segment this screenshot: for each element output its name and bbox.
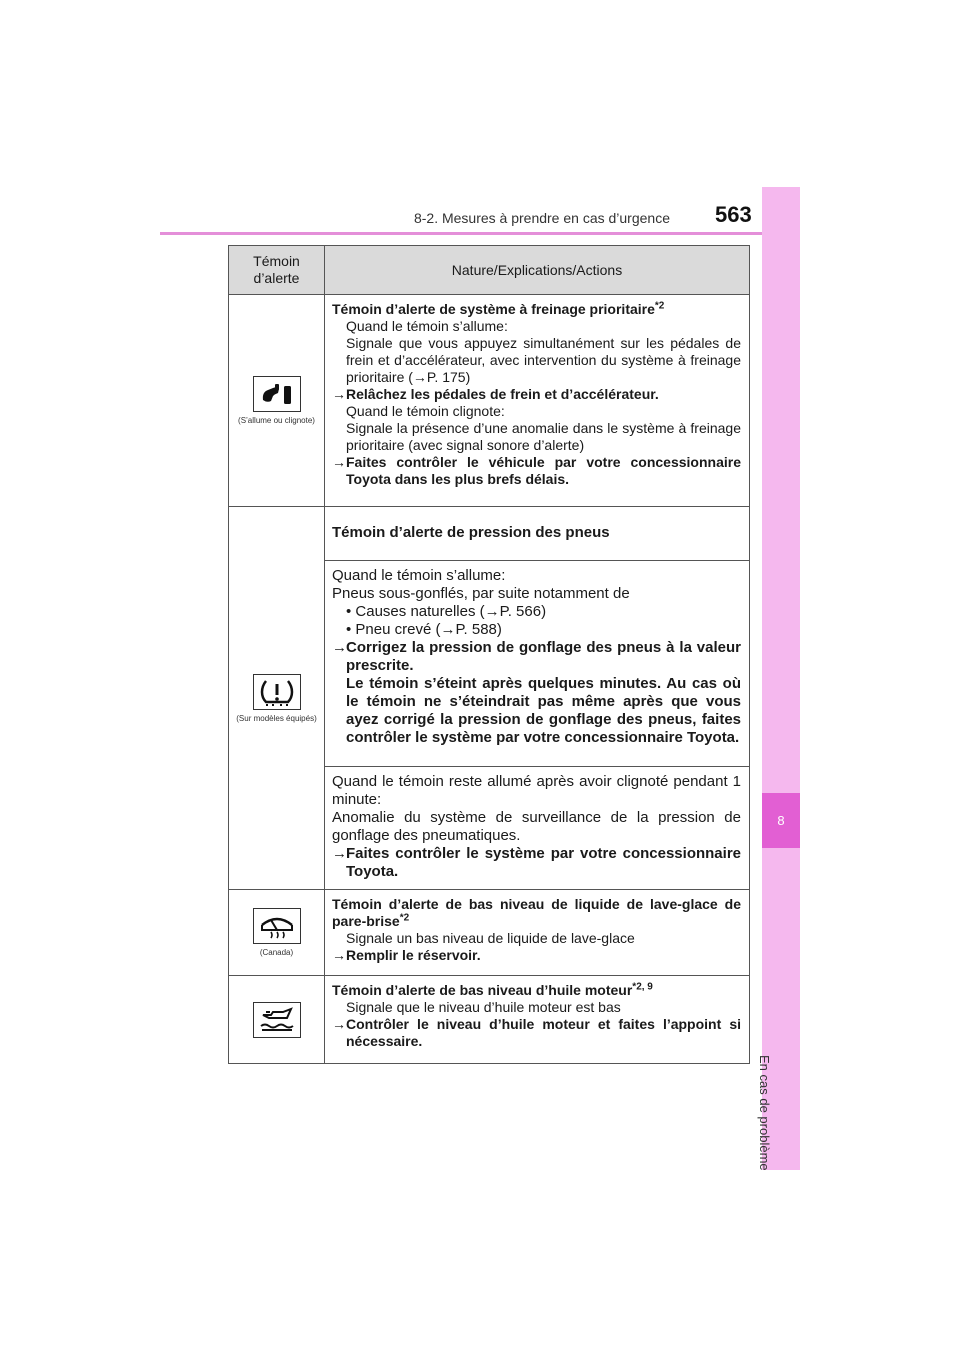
brake-override-icon: [253, 376, 301, 412]
action-line: → Contrôler le niveau d’huile moteur et faites l’appoint si nécessaire.: [332, 1016, 741, 1049]
text-line: Anomalie du système de surveillance de la pression de gonflage des pneumatiques.: [332, 809, 741, 844]
action-line: → Remplir le réservoir.: [332, 947, 481, 963]
action-line: → Faites contrôler le système par votre concessionnaire Toyota.: [332, 845, 741, 880]
row-title: Témoin d’alerte de bas niveau d’huile moteur$^{*2, 9}$: [332, 981, 653, 998]
action-line: → Faites contrôler le véhicule par votre concessionnaire Toyota dans les plus brefs délais.: [332, 454, 741, 487]
icon-note: (Canada): [259, 948, 294, 957]
warning-lights-table: [228, 245, 750, 1064]
section-title: 8-2. Mesures à prendre en cas d’urgence: [413, 210, 670, 226]
bullet-item: • Causes naturelles (→P. 566): [346, 603, 547, 620]
icon-note: (S’allume ou clignote): [238, 416, 315, 425]
action-note: Le témoin s’éteint après quelques minutes. Au cas où le témoin ne s’éteindrait pas même après que vous ayez corrigé la pression de gonflage des pneus, faites contrôler le système par votre concessionnaire Toyota.: [346, 675, 741, 746]
table-header-row: [229, 246, 750, 295]
nature-cell: [325, 295, 750, 507]
table-row: [229, 507, 750, 561]
oil-level-icon: [253, 1002, 301, 1038]
text-line: Quand le témoin clignote:: [346, 403, 505, 419]
text-line: Quand le témoin reste allumé après avoir clignoté pendant 1 minute:: [332, 773, 741, 808]
text-line: Quand le témoin s’allume:: [346, 318, 508, 334]
page-number: 563: [715, 202, 752, 227]
chapter-title: En cas de problème: [757, 1055, 772, 1171]
washer-fluid-icon: [253, 908, 301, 944]
nature-cell: [325, 890, 750, 976]
icon-cell: [229, 295, 325, 507]
nature-cell: [325, 561, 750, 767]
action-line: → Relâchez les pédales de frein et d’accélérateur.: [332, 386, 659, 402]
header-rule: [160, 232, 800, 235]
action-line: → Corrigez la pression de gonflage des pneus à la valeur prescrite.: [332, 639, 741, 674]
row-title: Témoin d’alerte de bas niveau de liquide de lave-glace de pare-brise$^{*2}$: [332, 896, 741, 929]
text-line: Signale que le niveau d’huile moteur est bas: [346, 999, 621, 1015]
row-title: Témoin d’alerte de pression des pneus: [332, 523, 610, 541]
tire-pressure-icon: [253, 674, 301, 710]
text-line: Signale que vous appuyez simultanément sur les pédales de frein et d’accélérateur, avec intervention du système à freinage prioritaire (→P. 175): [346, 335, 741, 385]
nature-cell: [325, 767, 750, 890]
nature-cell: [325, 507, 750, 561]
icon-cell: [229, 507, 325, 890]
column-header-icon: Témoin d’alerte: [229, 246, 325, 295]
chapter-number: 8: [762, 793, 800, 848]
table-row: [229, 890, 750, 976]
column-header-nature: Nature/Explications/Actions: [325, 246, 750, 295]
text-line: Pneus sous-gonflés, par suite notamment de: [332, 585, 630, 602]
bullet-item: • Pneu crevé (→P. 588): [346, 621, 502, 638]
icon-note: (Sur modèles équipés): [236, 713, 317, 723]
row-title: Témoin d’alerte de système à freinage prioritaire$^{*2}$: [332, 300, 665, 317]
icon-cell: [229, 976, 325, 1064]
table-row: [229, 295, 750, 507]
text-line: Quand le témoin s’allume:: [332, 567, 506, 584]
table-row: [229, 976, 750, 1064]
chapter-side-tab: [757, 187, 800, 1171]
nature-cell: [325, 976, 750, 1064]
text-line: Signale un bas niveau de liquide de lave-glace: [346, 930, 635, 946]
text-line: Signale la présence d’une anomalie dans le système à freinage prioritaire (avec signal sonore d’alerte): [346, 420, 741, 453]
icon-cell: [229, 890, 325, 976]
